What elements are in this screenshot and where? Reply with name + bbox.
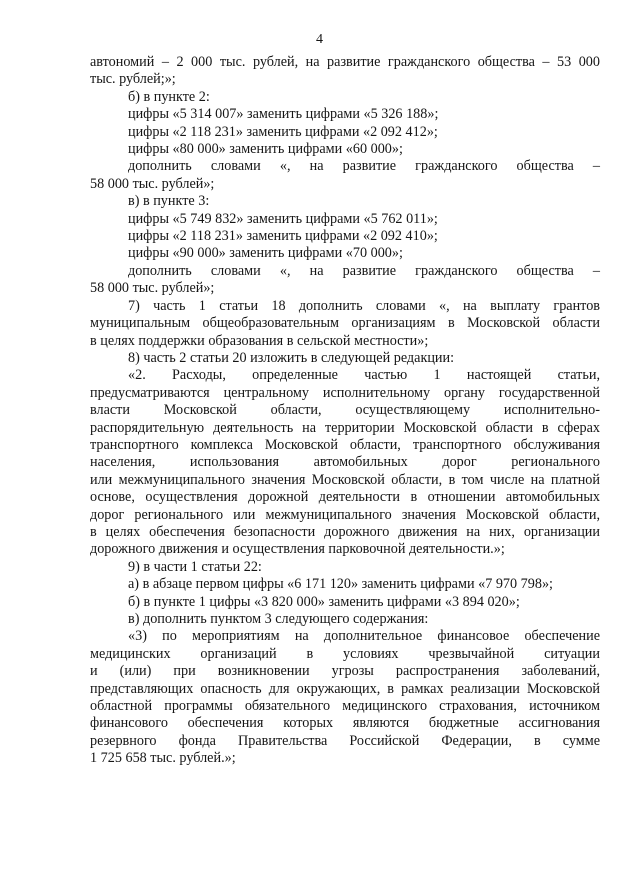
text-line: дорог регионального или межмуниципального значения Московской области, [90,506,600,523]
text-line: автономий – 2 000 тыс. рублей, на развитие гражданского общества – 53 000 [90,54,600,70]
text-line: дополнить словами «, на развитие гражданского общества – [128,158,600,175]
text-line: 1 725 658 тыс. рублей.»; [90,750,236,767]
text-line: 58 000 тыс. рублей»; [90,175,215,192]
text-line: 58 000 тыс. рублей»; [90,280,215,297]
text-line: населения, использования автомобильных дорог регионального [90,454,600,471]
page-number: 4 [316,32,323,47]
text-line: резервного фонда Правительства Российской Федерации, в сумме [90,732,600,749]
text-line: цифры «2 118 231» заменить цифрами «2 092 410»; [128,228,438,245]
text-line: 9) в части 1 статьи 22: [128,558,262,575]
text-line: в целях обеспечения безопасности дорожного движения на них, организации [90,523,600,540]
text-line: и (или) при возникновении угрозы распространения заболеваний, [90,663,600,680]
text-line: «3) по мероприятиям на дополнительное финансовое обеспечение [128,628,600,645]
text-line: цифры «90 000» заменить цифрами «70 000»; [128,245,403,262]
text-line: областной программы обязательного медицинского страхования, источником [90,698,600,715]
text-line: власти Московской области, осуществляющему исполнительно- [90,402,600,419]
text-line: в) дополнить пунктом 3 следующего содержания: [128,611,429,627]
text-line: цифры «80 000» заменить цифрами «60 000»; [128,141,403,158]
text-line: «2. Расходы, определенные частью 1 настоящей статьи, [128,367,600,384]
text-line: а) в абзаце первом цифры «6 171 120» заменить цифрами «7 970 798»; [128,576,553,593]
text-line: тыс. рублей;»; [90,71,176,88]
text-line: 7) часть 1 статьи 18 дополнить словами «, на выплату грантов [128,297,600,314]
document-body [90,54,600,768]
text-line: распорядительную деятельность на территории Московской области в сферах [90,419,600,436]
text-line: предусматриваются центральному исполнительному органу государственной [90,384,600,401]
text-line: в целях поддержки образования в сельской местности»; [90,332,429,349]
text-line: финансового обеспечения которых являются бюджетные ассигнования [90,715,600,732]
text-line: цифры «2 118 231» заменить цифрами «2 092 412»; [128,123,438,140]
text-line: цифры «5 749 832» заменить цифрами «5 762 011»; [128,210,438,227]
text-line: в) в пункте 3: [128,193,210,210]
text-line: транспортного комплекса Московской области, транспортного обслуживания [90,436,600,453]
text-line: дорожного движения и осуществления парковочной деятельности.»; [90,541,505,558]
text-line: муниципальным общеобразовательным организациям в Московской области [90,315,600,332]
text-line: б) в пункте 2: [128,88,210,105]
text-line: или межмуниципального значения Московской области, в том числе на платной [90,471,600,488]
text-line: основе, осуществления дорожной деятельности в отношении автомобильных [90,489,600,506]
text-line: 8) часть 2 статьи 20 изложить в следующей редакции: [128,349,455,366]
text-line: медицинских организаций в условиях чрезвычайной ситуации [90,645,600,662]
text-line: представляющих опасность для окружающих, в рамках реализации Московской [90,680,600,697]
text-line: дополнить словами «, на развитие гражданского общества – [128,262,600,279]
text-line: б) в пункте 1 цифры «3 820 000» заменить цифрами «3 894 020»; [128,593,520,610]
text-line: цифры «5 314 007» заменить цифрами «5 326 188»; [128,106,439,123]
